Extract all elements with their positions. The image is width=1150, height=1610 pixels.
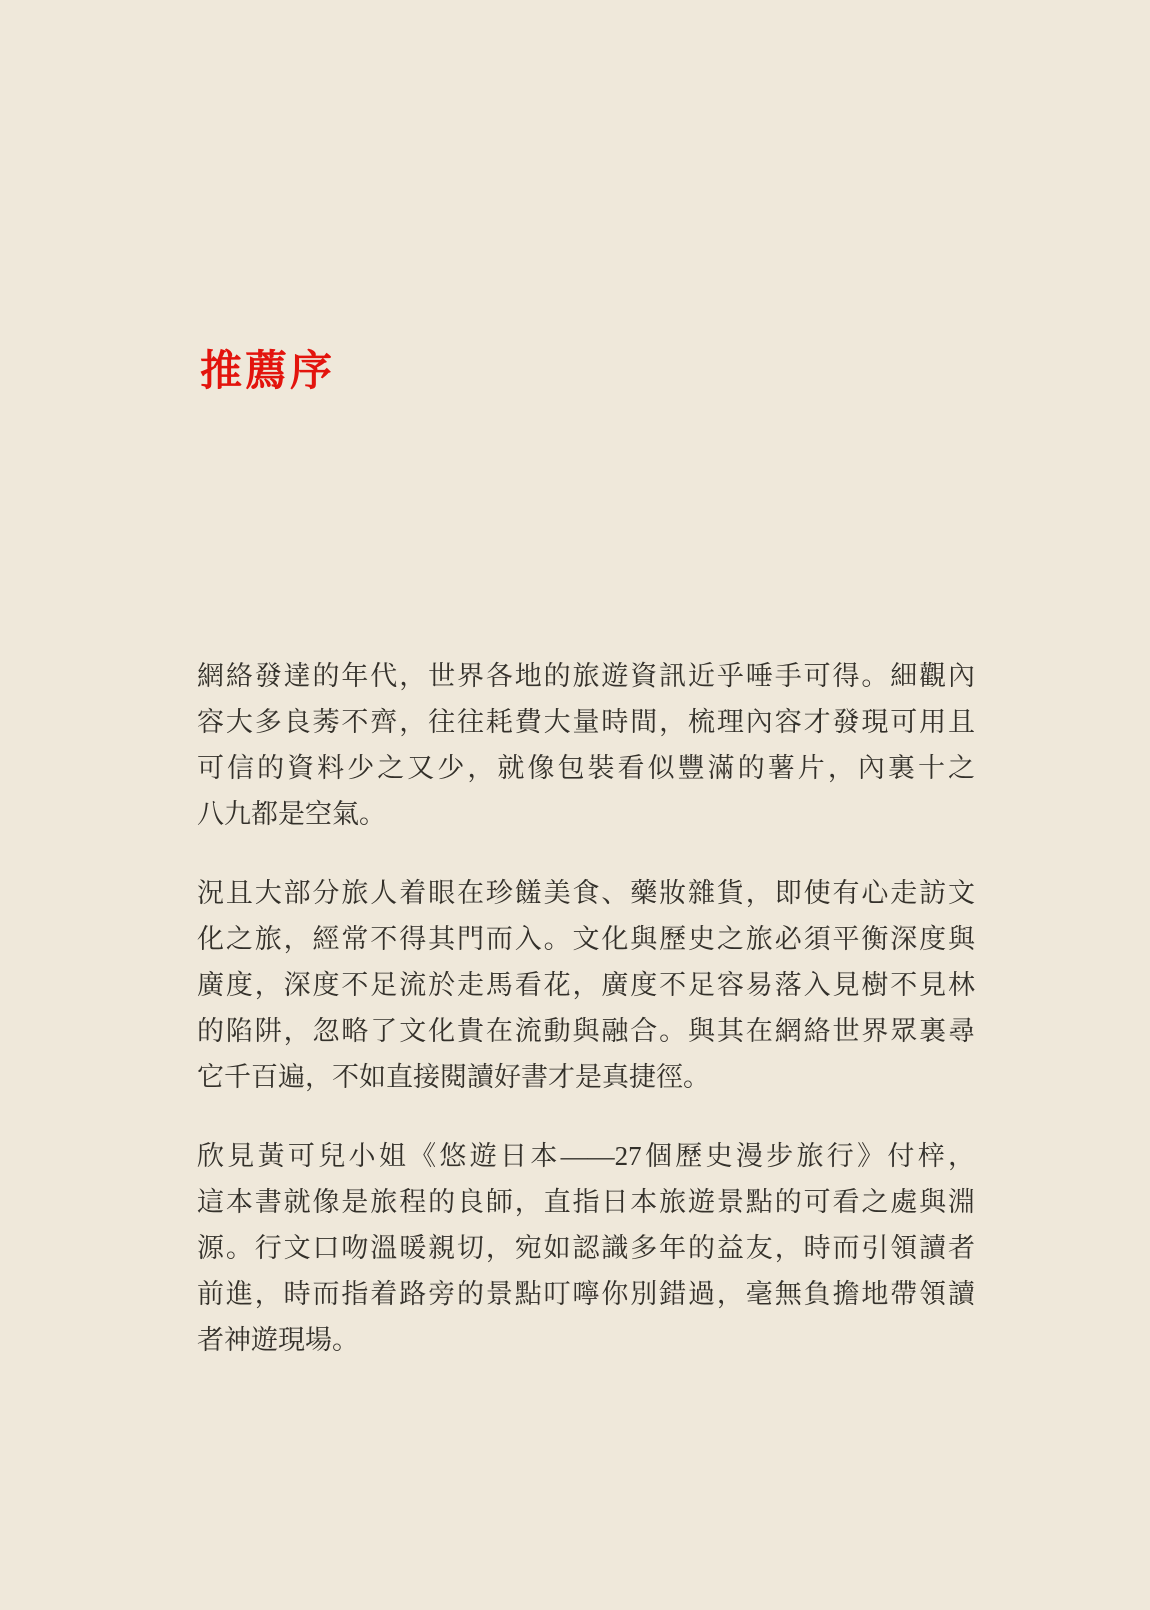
text-line: 它千百遍，不如直接閱讀好書才是真捷徑。	[197, 1062, 710, 1092]
body-text	[197, 653, 975, 1363]
paragraph	[197, 653, 975, 837]
text-line: 容大多良莠不齊，往往耗費大量時間，梳理內容才發現可用且	[197, 707, 975, 737]
text-line: 源。行文口吻溫暖親切，宛如認識多年的益友，時而引領讀者	[197, 1233, 975, 1263]
text-line: 況且大部分旅人着眼在珍饈美食、藥妝雜貨，即使有心走訪文	[197, 878, 975, 908]
paragraph	[197, 1133, 975, 1363]
text-line: 八九都是空氣。	[197, 799, 386, 829]
text-line: 可信的資料少之又少，就像包裝看似豐滿的薯片，內裏十之	[197, 753, 975, 783]
text-line: 者神遊現場。	[197, 1325, 359, 1355]
text-line: 廣度，深度不足流於走馬看花，廣度不足容易落入見樹不見林	[197, 970, 975, 1000]
text-line: 網絡發達的年代，世界各地的旅遊資訊近乎唾手可得。細觀內	[197, 661, 975, 691]
paragraph	[197, 870, 975, 1100]
text-line: 這本書就像是旅程的良師，直指日本旅遊景點的可看之處與淵	[197, 1187, 975, 1217]
text-line: 化之旅，經常不得其門而入。文化與歷史之旅必須平衡深度與	[197, 924, 975, 954]
text-line: 欣見黃可兒小姐《悠遊日本——27個歷史漫步旅行》付梓，	[197, 1141, 975, 1171]
section-heading: 推薦序	[200, 347, 336, 394]
text-line: 前進，時而指着路旁的景點叮嚀你別錯過，毫無負擔地帶領讀	[197, 1279, 975, 1309]
text-line: 的陷阱，忽略了文化貴在流動與融合。與其在網絡世界眾裏尋	[197, 1016, 975, 1046]
